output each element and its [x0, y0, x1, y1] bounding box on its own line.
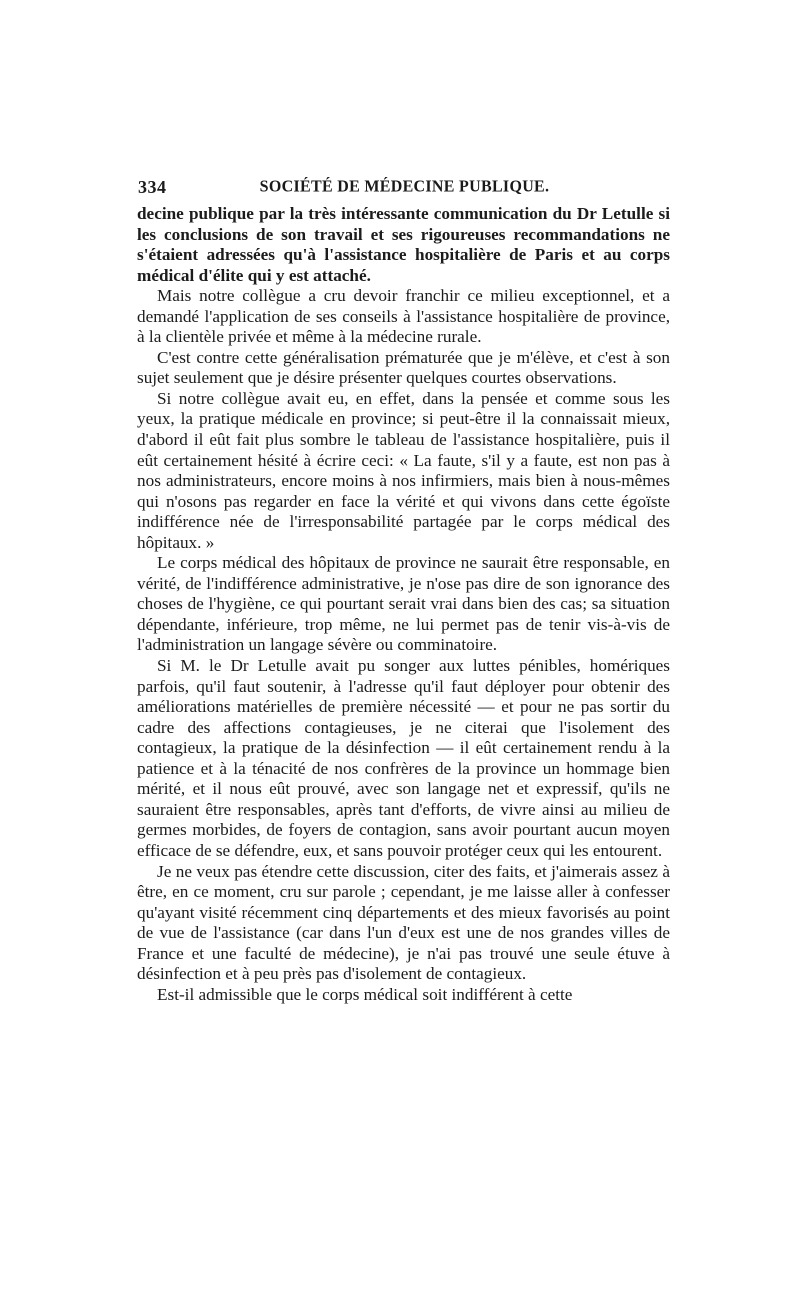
- paragraph: Est-il admissible que le corps médical soit indifférent à cette: [157, 984, 573, 1004]
- page-header: [138, 177, 671, 201]
- paragraph: Si notre collègue avait eu, en effet, dans la pensée et comme sous les yeux, la pratique médicale en province; si peut-être il la connaissait mieux, d'abord il eût fait plus sombre le tableau de l'assistance hospitalière, puis il eût certainement hésité à écrire ceci: « La faute, s'il y a faute, est non pas à nos administrateurs, encore moins à nos infirmiers, mais bien à nous-mêmes qui n'osons pas regarder en face la vérité et qui vivons dans cette égoïste indifférence née de l'irresponsabilité partagée par le corps médical des hôpitaux. »: [137, 388, 670, 552]
- body-text: [137, 204, 670, 1005]
- page-number: 334: [138, 177, 167, 197]
- paragraph: Je ne veux pas étendre cette discussion, citer des faits, et j'aimerais assez à être, en ce moment, cru sur parole ; cependant, je me laisse aller à confesser qu'ayant visité récemment cinq départements et des mieux favorisés au point de vue de l'assistance (car dans l'un d'eux est une de nos grandes villes de France et une faculté de médecine), je n'ai pas trouvé une seule étuve à désinfection et à peu près pas d'isolement de contagieux.: [137, 861, 670, 984]
- running-title: SOCIÉTÉ DE MÉDECINE PUBLIQUE.: [259, 177, 550, 196]
- paragraph: Le corps médical des hôpitaux de province ne saurait être responsable, en vérité, de l'indifférence administrative, je n'ose pas dire de son ignorance des choses de l'hygiène, ce qui pourtant serait vrai dans bien des cas; sa situation dépendante, inférieure, trop même, ne lui permet pas de tenir vis-à-vis de l'administration un langage sévère ou comminatoire.: [137, 553, 670, 655]
- paragraph: decine publique par la très intéressante communication du Dr Letulle si les conclusions de son travail et ses rigoureuses recommandations ne s'étaient adressées qu'à l'assistance hospitalière de Paris et au corps médical d'élite qui y est attaché.: [137, 204, 670, 285]
- paragraph: C'est contre cette généralisation prématurée que je m'élève, et c'est à son sujet seulement que je désire présenter quelques courtes observations.: [137, 347, 670, 388]
- paragraph: Si M. le Dr Letulle avait pu songer aux luttes pénibles, homériques parfois, qu'il faut soutenir, à l'adresse qu'il faut déployer pour obtenir des améliorations matérielles de première nécessité — et pour ne pas sortir du cadre des affections contagieuses, je ne citerai que l'isolement des contagieux, la pratique de la désinfection — il eût certainement rendu à la patience et à la ténacité de nos confrères de la province un hommage bien mérité, et il nous eût prouvé, avec son langage net et expressif, qu'ils ne sauraient être responsables, après tant d'efforts, de vivre ainsi au milieu de germes morbides, de foyers de contagion, sans avoir pourtant aucun moyen efficace de se défendre, eux, et sans pouvoir protéger ceux qui les entourent.: [137, 656, 670, 860]
- paragraph: Mais notre collègue a cru devoir franchir ce milieu exceptionnel, et a demandé l'application de ses conseils à l'assistance hospitalière de province, à la clientèle privée et même à la médecine rurale.: [137, 286, 670, 347]
